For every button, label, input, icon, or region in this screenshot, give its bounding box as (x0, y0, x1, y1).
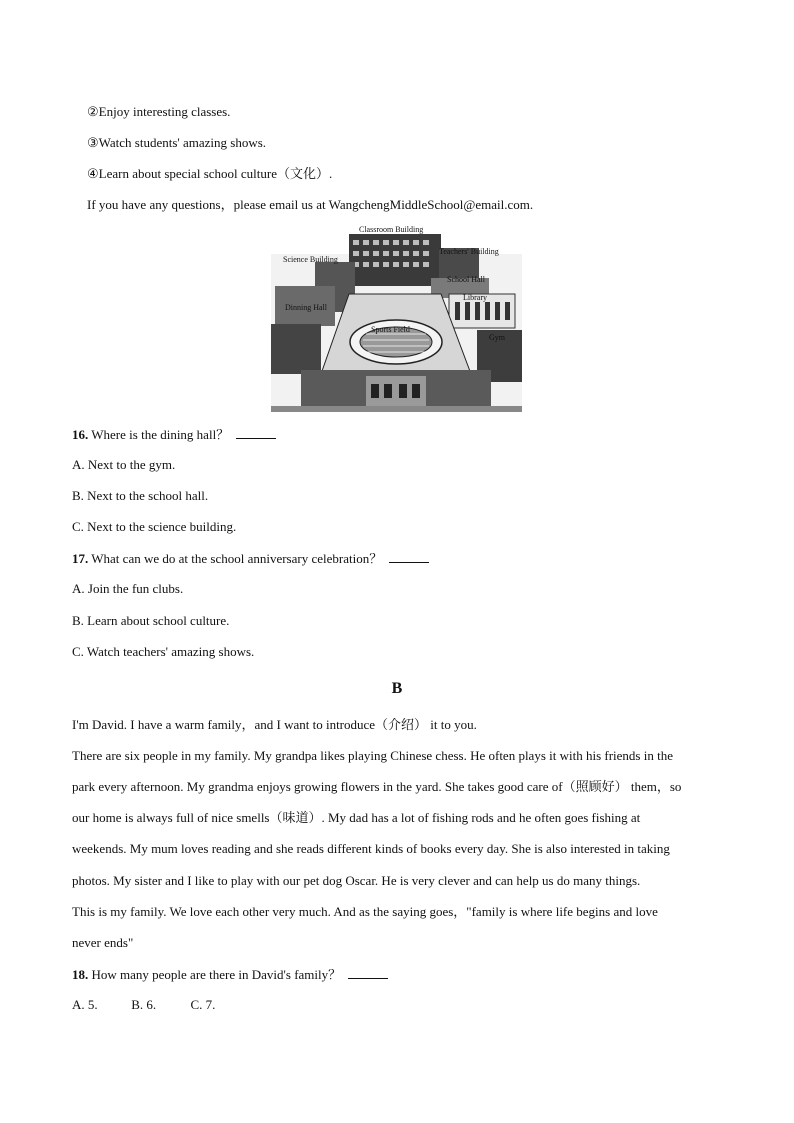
passage-line: I'm David. I have a warm family，and I want to introduce（介绍） it to you. (72, 717, 477, 732)
school-map-image (271, 224, 522, 412)
answer-blank[interactable] (236, 426, 276, 439)
option-17-c[interactable]: C. Watch teachers' amazing shows. (72, 644, 255, 659)
list-item-2: ②Enjoy interesting classes. (87, 104, 231, 119)
passage-line: photos. My sister and I like to play with our pet dog Oscar. He is very clever and can help us do many things. (72, 873, 641, 888)
list-item-4: ④Learn about special school culture（文化）. (87, 166, 333, 181)
passage-line: our home is always full of nice smells（味道）. My dad has a lot of fishing rods and he often goes fishing at (72, 810, 641, 825)
question-number: 17. (72, 551, 89, 566)
option-16-a[interactable]: A. Next to the gym. (72, 457, 176, 472)
option-17-a[interactable]: A. Join the fun clubs. (72, 581, 184, 596)
question-17 (72, 550, 429, 567)
map-label-classroom: Classroom Building (359, 225, 424, 234)
question-text: Where is the dining hall？ (91, 427, 230, 442)
question-18 (72, 966, 388, 983)
passage-line: There are six people in my family. My grandpa likes playing Chinese chess. He often plays it with his friends in the (72, 748, 673, 763)
question-number: 18. (72, 967, 89, 982)
option-16-b[interactable]: B. Next to the school hall. (72, 488, 209, 503)
option-18-b[interactable]: B. 6. (131, 997, 157, 1012)
section-title: B (391, 680, 403, 697)
option-18-a[interactable]: A. 5. (72, 997, 98, 1012)
option-17-b[interactable]: B. Learn about school culture. (72, 613, 230, 628)
question-number: 16. (72, 427, 89, 442)
passage-line: park every afternoon. My grandma enjoys growing flowers in the yard. She takes good care of（照顾好） them，so (72, 779, 682, 794)
question-16 (72, 426, 276, 443)
map-label-science: Science Building (283, 255, 338, 264)
question-text: What can we do at the school anniversary celebration？ (91, 551, 383, 566)
map-label-school-hall: School Hall (447, 275, 485, 284)
answer-blank[interactable] (389, 550, 429, 563)
map-label-dining: Dinning Hall (285, 303, 327, 312)
question-text: How many people are there in David's family？ (91, 967, 342, 982)
option-18-c[interactable]: C. 7. (190, 997, 216, 1012)
map-label-sports: Sports Field (371, 325, 410, 334)
map-label-teachers: Teachers' Building (439, 247, 499, 256)
passage-line: This is my family. We love each other very much. And as the saying goes，"family is where life begins and love (72, 904, 658, 919)
map-label-library: Library (463, 293, 487, 302)
list-item-3: ③Watch students' amazing shows. (87, 135, 267, 150)
passage-line: weekends. My mum loves reading and she reads different kinds of books every day. She is also interested in taking (72, 841, 670, 856)
options-18 (72, 997, 215, 1013)
passage-line: never ends" (72, 935, 134, 950)
answer-blank[interactable] (348, 966, 388, 979)
option-16-c[interactable]: C. Next to the science building. (72, 519, 237, 534)
email-line: If you have any questions，please email us at WangchengMiddleSchool@email.com. (87, 197, 534, 212)
map-label-gym: Gym (489, 333, 505, 342)
